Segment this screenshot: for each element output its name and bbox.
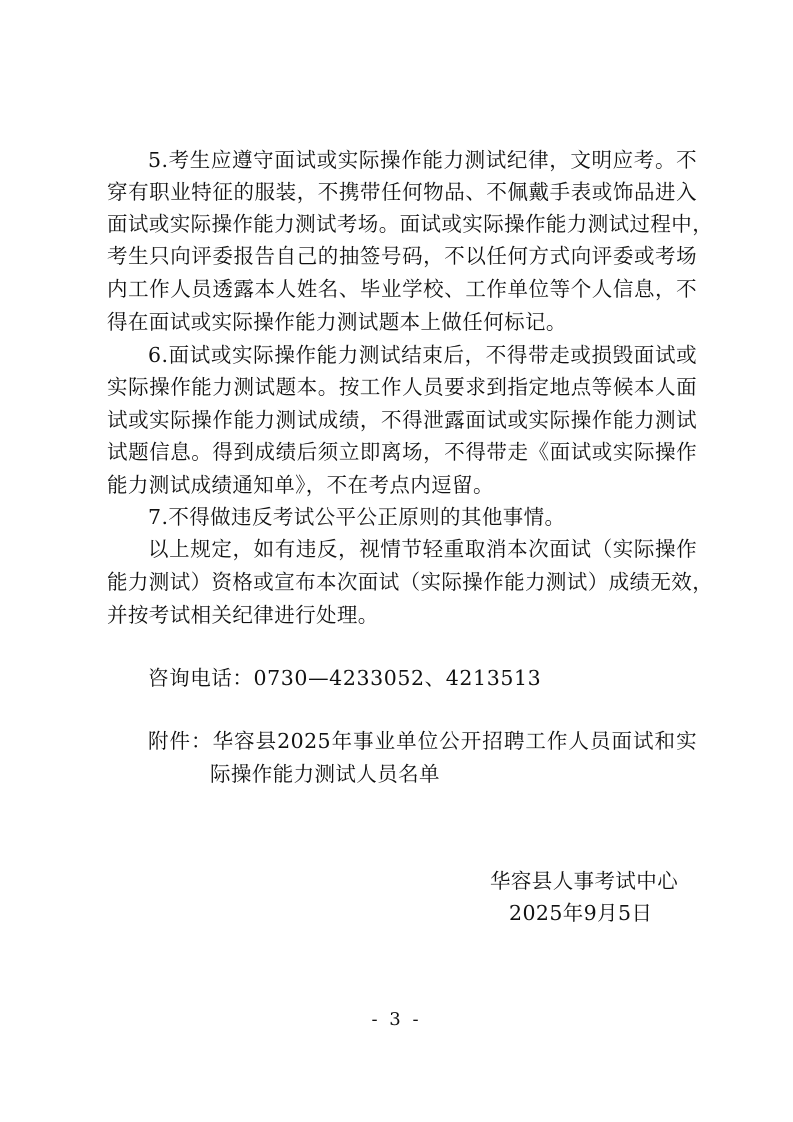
paragraph-8-line-1: 以上规定，如有违反，视情节轻重取消本次面试（实际操作 [148,537,697,561]
paragraph-5-line-6: 得在面试或实际操作能力测试题本上做任何标记。 [107,310,567,334]
signature-organization: 华容县人事考试中心 [490,869,679,893]
contact-phone: 咨询电话：0730—4233052、4213513 [148,666,542,690]
paragraph-7-line-1: 7.不得做违反考试公平公正原则的其他事情。 [148,505,566,529]
paragraph-6-line-1: 6.面试或实际操作能力测试结束后，不得带走或损毁面试或 [148,343,697,367]
paragraph-5-line-4: 考生只向评委报告自己的抽签号码，不以任何方式向评委或考场 [107,244,697,268]
paragraph-5-line-1: 5.考生应遵守面试或实际操作能力测试纪律，文明应考。不 [148,148,697,172]
paragraph-5-line-2: 穿有职业特征的服装，不携带任何物品、不佩戴手表或饰品进入 [107,180,697,204]
paragraph-6-line-3: 试或实际操作能力测试成绩，不得泄露面试或实际操作能力测试 [107,408,697,432]
signature-date: 2025年9月5日 [509,901,653,925]
paragraph-6-line-2: 实际操作能力测试题本。按工作人员要求到指定地点等候本人面 [107,375,697,399]
paragraph-5-line-5: 内工作人员透露本人姓名、毕业学校、工作单位等个人信息，不 [107,277,697,301]
paragraph-6-line-4: 试题信息。得到成绩后须立即离场，不得带走《面试或实际操作 [107,440,697,464]
attachment-line-1: 附件：华容县2025年事业单位公开招聘工作人员面试和实 [148,729,697,753]
paragraph-8-line-2: 能力测试）资格或宣布本次面试（实际操作能力测试）成绩无效， [107,570,714,594]
attachment-line-2: 际操作能力测试人员名单 [210,762,440,786]
paragraph-5-line-3: 面试或实际操作能力测试考场。面试或实际操作能力测试过程中， [107,212,714,236]
page-number: - 3 - [371,1009,422,1030]
paragraph-6-line-5: 能力测试成绩通知单》，不在考点内逗留。 [107,473,494,497]
paragraph-8-line-3: 并按考试相关纪律进行处理。 [107,603,379,627]
